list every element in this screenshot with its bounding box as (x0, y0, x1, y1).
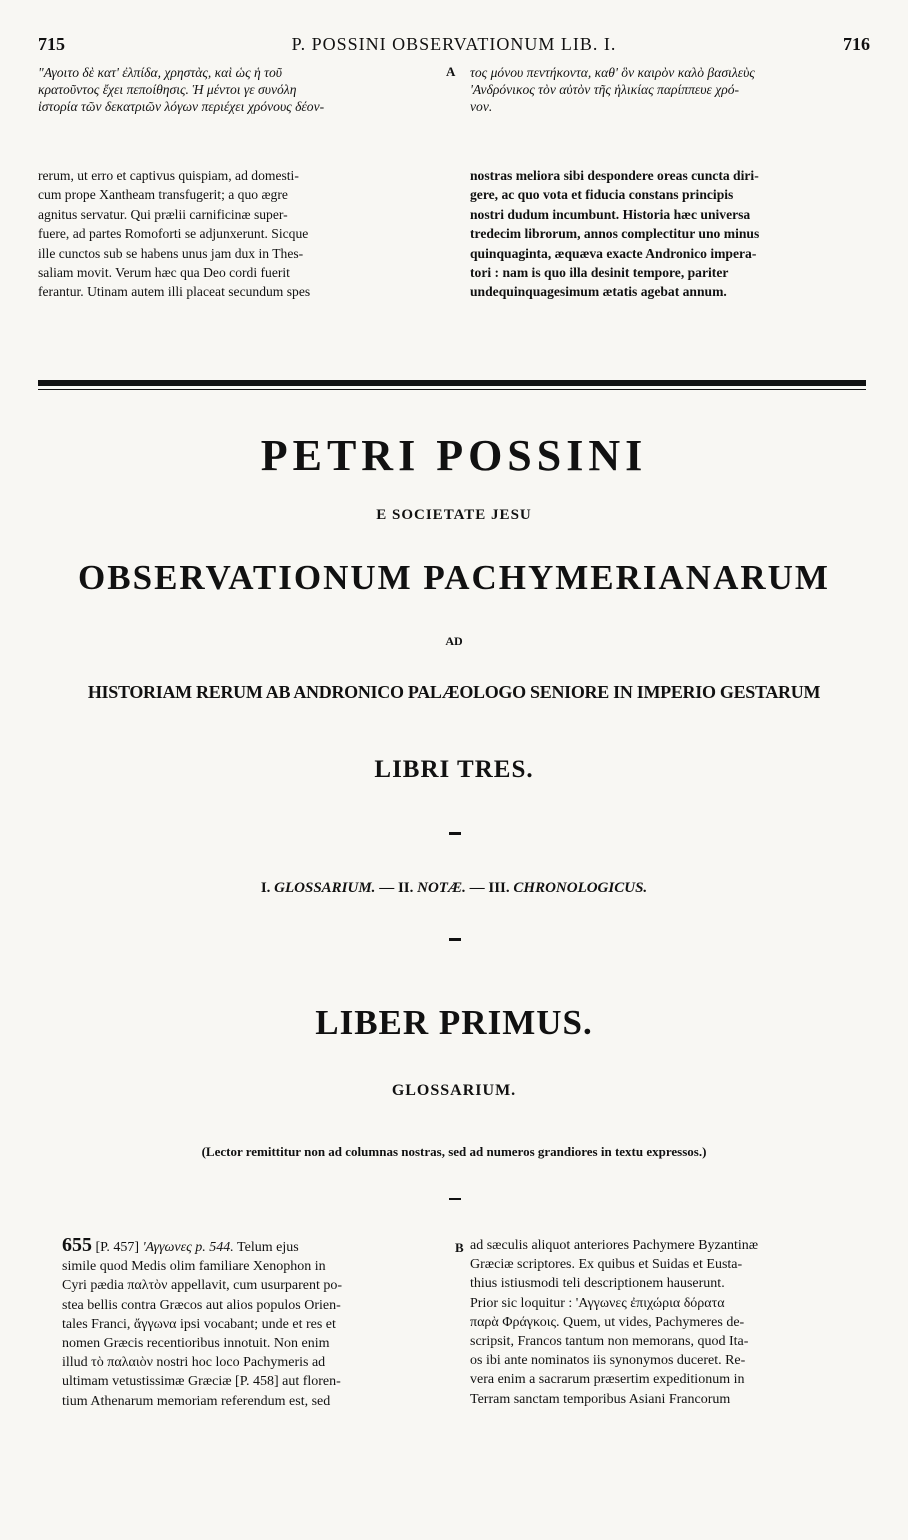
text-line: saliam movit. Verum hæc qua Deo cordi fuerit (38, 265, 290, 281)
text-line: Prior sic loquitur : 'Αγγωνες ἐπιχώρια δόρατα (470, 1295, 725, 1311)
text-line: scripsit, Francos tantum non memorans, quod Ita- (470, 1334, 749, 1350)
libri-tres: LIBRI TRES. (374, 756, 534, 783)
greek-left-column (38, 64, 454, 115)
text-line: "Αγοιτο δὲ κατ' ἐλπίδα, χρηστὰς, καὶ ὡς ἡ τοῦ (38, 65, 283, 80)
text-line: stea bellis contra Græcos aut alios populos Orien- (62, 1297, 341, 1313)
entry-number: 655 (62, 1236, 92, 1256)
text-line: τος μόνου πεντήκοντα, καθ' ὃν καιρὸν καλὸ βασιλεὺς (470, 65, 755, 80)
society-line: E SOCIETATE JESU (376, 507, 532, 523)
section-rule-thin (38, 389, 866, 390)
running-title: P. POSSINI OBSERVATIONUM LIB. I. (291, 34, 617, 54)
greek-right-column (470, 64, 874, 115)
text-line: nomen Græcis recentioribus innotuit. Non enim (62, 1336, 330, 1352)
column-marker-b: B (455, 1240, 464, 1255)
column-marker-a: A (446, 64, 456, 79)
subject-line: HISTORIAM RERUM AB ANDRONICO PALÆOLOGO SENIORE IN IMPERIO GESTARUM (87, 682, 821, 702)
entry-headword: 'Αγγωνες p. 544. (142, 1240, 234, 1255)
text-line: ἱστορία τῶν δεκατριῶν λόγων περιέχει χρόνους δέον- (38, 99, 325, 114)
part-glossarium: GLOSSARIUM. (274, 880, 376, 896)
parts-separator: — III. (465, 880, 514, 896)
text-line: tales Franci, ἄγγωνα ipsi vocabant; unde et res et (62, 1316, 336, 1332)
text-line: illud τὸ παλαιὸν nostri hoc loco Pachymeris ad (62, 1355, 326, 1371)
text-line: rerum, ut erro et captivus quispiam, ad domesti- (38, 168, 299, 183)
text-line: cum prope Xantheam transfugerit; a quo ægre (38, 187, 288, 203)
text-line: vera enim a sacrarum præsertim expeditionum in (470, 1372, 745, 1388)
text-line: simile quod Medis olim familiare Xenophon in (62, 1259, 326, 1275)
latin-left-column (38, 166, 454, 302)
text-line: 'Ανδρόνικος τὸν αὐτὸν τῆς ἡλικίας παρίππευε χρό- (470, 82, 740, 97)
entry-text: Telum ejus (233, 1240, 299, 1255)
text-line: tredecim librorum, annos complectitur uno minus (470, 226, 760, 242)
text-line: παρὰ Φράγκοις. Quem, ut vides, Pachymeres de- (470, 1314, 745, 1330)
glossary-right-column (470, 1236, 874, 1409)
text-line: agnitus servatur. Qui prælii carnificinæ super- (38, 206, 288, 222)
text-line: nostras meliora sibi despondere oreas cuncta diri- (470, 168, 759, 183)
text-line: ille cunctos sub se habens unus jam dux in Thes- (38, 245, 304, 261)
text-line: thius istiusmodi teli descriptionem hauserunt. (470, 1276, 725, 1292)
part-chronologicus: CHRONOLOGICUS. (513, 880, 648, 896)
dash-divider (449, 1198, 461, 1200)
glossarium-heading: GLOSSARIUM. (391, 1082, 517, 1099)
latin-right-column (470, 166, 874, 302)
text-line: undequinquagesimum ætatis agebat annum. (470, 284, 727, 300)
entry-first-line (62, 1236, 452, 1257)
parts-line (0, 880, 908, 897)
text-line: Terram sanctam temporibus Asiani Francorum (470, 1391, 731, 1407)
work-title: OBSERVATIONUM PACHYMERIANARUM (78, 558, 830, 597)
text-line: nostri dudum incumbunt. Historia hæc universa (470, 206, 751, 222)
section-rule-thick (38, 380, 866, 386)
liber-primus: LIBER PRIMUS. (315, 1003, 593, 1042)
ad-line: AD (445, 634, 463, 648)
part-notae: NOTÆ. (417, 880, 466, 896)
glossary-left-column (62, 1236, 452, 1411)
text-line: tori : nam is quo illa desinit tempore, pariter (470, 265, 729, 281)
reader-note: (Lector remittitur non ad columnas nostras, sed ad numeros grandiores in textu expressos.) (201, 1144, 707, 1159)
text-line: quinquaginta, æquæva exacte Andronico impera- (470, 245, 757, 261)
text-line: ad sæculis aliquot anteriores Pachymere Byzantinæ (470, 1238, 759, 1253)
parts-separator: — II. (375, 880, 418, 896)
text-line: Græciæ scriptores. Ex quibus et Suidas et Eusta- (470, 1257, 743, 1273)
right-page-number: 716 (843, 34, 870, 54)
dash-divider (449, 938, 461, 941)
dash-divider (449, 832, 461, 835)
text-line: ultimam vetustissimæ Græciæ [P. 458] aut floren- (62, 1374, 341, 1390)
entry-ref: [P. 457] (95, 1240, 140, 1255)
text-line: os ibi ante nominatos iis synonymos duceret. Re- (470, 1353, 746, 1369)
text-line: νον. (470, 99, 493, 114)
text-line: gere, ac quo vota et fiducia constans principis (470, 187, 734, 203)
author-title: PETRI POSSINI (260, 431, 648, 480)
text-line: κρατοῦντος ἔχει πεποίθησις. Ἡ μέντοι γε συνόλη (38, 82, 297, 97)
text-line: tium Athenarum memoriam referendum est, sed (62, 1393, 331, 1409)
left-page-number: 715 (38, 34, 65, 54)
text-line: fuere, ad partes Romoforti se adjunxerunt. Sicque (38, 226, 309, 242)
text-line: Cyri pædia παλτὸν appellavit, cum usurparent po- (62, 1278, 343, 1294)
text-line: ferantur. Utinam autem illi placeat secundum spes (38, 284, 311, 300)
parts-prefix: I. (260, 880, 275, 896)
